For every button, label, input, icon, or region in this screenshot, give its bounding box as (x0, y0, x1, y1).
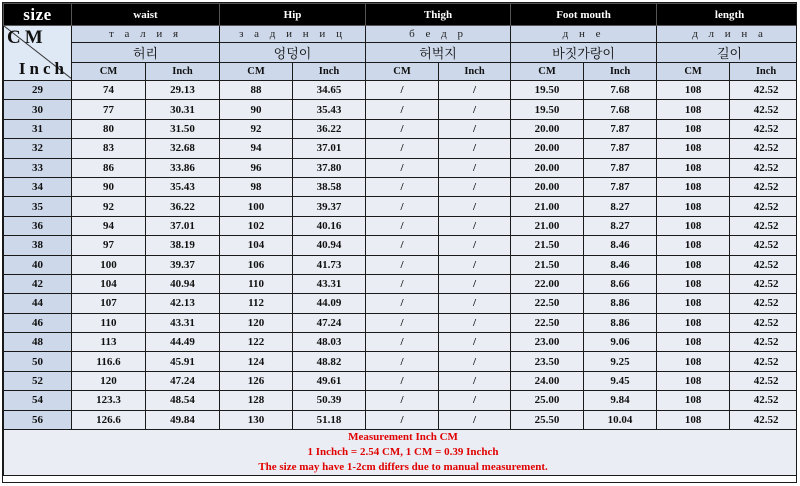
table-cell: / (439, 410, 511, 429)
table-cell: 51.18 (293, 410, 366, 429)
foot-mouth-header: Foot mouth (511, 4, 657, 26)
size-cell: 38 (4, 236, 72, 255)
table-cell: 108 (657, 216, 730, 235)
table-cell: / (366, 313, 439, 332)
size-cell: 46 (4, 313, 72, 332)
waist-russian: т а л и я (72, 26, 220, 43)
table-row (4, 410, 798, 429)
table-cell: / (366, 236, 439, 255)
table-cell: 40.94 (146, 274, 220, 293)
table-cell: 47.24 (146, 371, 220, 390)
table-cell: 48.82 (293, 352, 366, 371)
table-cell: 20.00 (511, 139, 584, 158)
table-cell: / (439, 216, 511, 235)
table-row (4, 236, 798, 255)
corner-inch-label: Inch (18, 59, 68, 78)
table-cell: 126.6 (72, 410, 146, 429)
table-cell: 35.43 (293, 100, 366, 119)
table-cell: / (439, 371, 511, 390)
table-cell: / (439, 313, 511, 332)
table-cell: 120 (220, 313, 293, 332)
table-cell: 92 (220, 119, 293, 138)
table-row (4, 391, 798, 410)
table-cell: 20.00 (511, 119, 584, 138)
table-cell: / (366, 333, 439, 352)
table-cell: / (439, 274, 511, 293)
table-cell: 108 (657, 119, 730, 138)
table-row (4, 274, 798, 293)
table-cell: 108 (657, 255, 730, 274)
table-cell: / (366, 119, 439, 138)
table-cell: 96 (220, 158, 293, 177)
size-table (3, 3, 797, 476)
table-cell: 36.22 (293, 119, 366, 138)
table-cell: 25.00 (511, 391, 584, 410)
table-cell: 21.50 (511, 236, 584, 255)
size-cell: 44 (4, 294, 72, 313)
table-cell: 39.37 (146, 255, 220, 274)
table-cell: / (366, 197, 439, 216)
thigh-header: Thigh (366, 4, 511, 26)
table-cell: 9.45 (584, 371, 657, 390)
table-cell: 98 (220, 177, 293, 196)
footer-row (4, 430, 798, 476)
table-cell: 8.46 (584, 236, 657, 255)
table-cell: 42.52 (730, 81, 797, 100)
table-cell: 102 (220, 216, 293, 235)
table-cell: 108 (657, 139, 730, 158)
table-cell: 42.52 (730, 177, 797, 196)
table-cell: / (366, 255, 439, 274)
table-cell: / (439, 197, 511, 216)
table-cell: 44.09 (293, 294, 366, 313)
table-cell: 34.65 (293, 81, 366, 100)
table-cell: 113 (72, 333, 146, 352)
table-row (4, 100, 798, 119)
table-cell: 86 (72, 158, 146, 177)
table-cell: 122 (220, 333, 293, 352)
table-cell: 94 (220, 139, 293, 158)
unit-cm: CM (657, 63, 730, 81)
table-cell: 106 (220, 255, 293, 274)
size-cell: 50 (4, 352, 72, 371)
table-cell: 42.13 (146, 294, 220, 313)
size-cell: 52 (4, 371, 72, 390)
table-cell: 9.06 (584, 333, 657, 352)
foot-mouth-korean: 바짓가랑이 (511, 43, 657, 63)
table-row (4, 371, 798, 390)
header-row (4, 4, 798, 26)
foot-mouth-russian: д н е (511, 26, 657, 43)
table-cell: 108 (657, 410, 730, 429)
table-cell: 7.87 (584, 119, 657, 138)
table-cell: 42.52 (730, 216, 797, 235)
table-cell: / (366, 158, 439, 177)
corner-cm-label: CM (7, 27, 47, 48)
table-cell: 108 (657, 333, 730, 352)
waist-korean: 허리 (72, 43, 220, 63)
table-cell: 37.01 (293, 139, 366, 158)
size-cell: 35 (4, 197, 72, 216)
table-row (4, 352, 798, 371)
table-cell: / (366, 216, 439, 235)
note-line-1: Measurement Inch CM (348, 431, 458, 444)
table-cell: 42.52 (730, 371, 797, 390)
table-cell: 8.86 (584, 294, 657, 313)
table-cell: 108 (657, 371, 730, 390)
size-cell: 40 (4, 255, 72, 274)
table-cell: 42.52 (730, 158, 797, 177)
table-row (4, 197, 798, 216)
table-cell: 47.24 (293, 313, 366, 332)
table-cell: 38.58 (293, 177, 366, 196)
table-row (4, 294, 798, 313)
unit-row (4, 63, 798, 81)
table-cell: 31.50 (146, 119, 220, 138)
size-cell: 29 (4, 81, 72, 100)
table-cell: 25.50 (511, 410, 584, 429)
table-cell: 80 (72, 119, 146, 138)
hip-header: Hip (220, 4, 366, 26)
table-cell: 108 (657, 197, 730, 216)
table-cell: / (439, 119, 511, 138)
size-header: size (4, 4, 72, 26)
table-cell: 83 (72, 139, 146, 158)
table-cell: / (439, 236, 511, 255)
unit-inch: Inch (730, 63, 797, 81)
table-cell: 23.00 (511, 333, 584, 352)
table-cell: 77 (72, 100, 146, 119)
table-row (4, 139, 798, 158)
size-cell: 56 (4, 410, 72, 429)
table-cell: 45.91 (146, 352, 220, 371)
hip-russian: з а д и н и ц (220, 26, 366, 43)
table-cell: 104 (220, 236, 293, 255)
note-line-2: 1 Inchch = 2.54 CM, 1 CM = 0.39 Inchch (307, 446, 499, 459)
table-cell: 23.50 (511, 352, 584, 371)
table-cell: 48.54 (146, 391, 220, 410)
table-cell: 24.00 (511, 371, 584, 390)
table-cell: 38.19 (146, 236, 220, 255)
size-cell: 54 (4, 391, 72, 410)
table-cell: / (366, 139, 439, 158)
table-cell: 42.52 (730, 410, 797, 429)
unit-inch: Inch (146, 63, 220, 81)
table-cell: 7.87 (584, 158, 657, 177)
table-cell: / (366, 371, 439, 390)
table-cell: / (439, 352, 511, 371)
thigh-russian: б е д р (366, 26, 511, 43)
table-cell: 36.22 (146, 197, 220, 216)
length-russian: д л и н а (657, 26, 797, 43)
length-korean: 길이 (657, 43, 797, 63)
table-cell: 108 (657, 274, 730, 293)
table-cell: 124 (220, 352, 293, 371)
russian-label-row (4, 26, 798, 43)
unit-cm: CM (511, 63, 584, 81)
table-cell: 42.52 (730, 255, 797, 274)
table-cell: 92 (72, 197, 146, 216)
table-cell: 108 (657, 391, 730, 410)
table-row (4, 255, 798, 274)
table-cell: 21.00 (511, 216, 584, 235)
size-cell: 30 (4, 100, 72, 119)
table-cell: 130 (220, 410, 293, 429)
table-cell: 116.6 (72, 352, 146, 371)
unit-inch: Inch (439, 63, 511, 81)
table-cell: 29.13 (146, 81, 220, 100)
table-cell: 8.27 (584, 216, 657, 235)
hip-korean: 엉덩이 (220, 43, 366, 63)
table-cell: / (439, 294, 511, 313)
table-cell: 123.3 (72, 391, 146, 410)
table-cell: 42.52 (730, 197, 797, 216)
length-header: length (657, 4, 797, 26)
korean-label-row (4, 43, 798, 63)
table-cell: 8.27 (584, 197, 657, 216)
table-cell: 108 (657, 313, 730, 332)
table-cell: 128 (220, 391, 293, 410)
table-cell: / (439, 177, 511, 196)
table-cell: 35.43 (146, 177, 220, 196)
table-cell: 126 (220, 371, 293, 390)
table-row (4, 216, 798, 235)
table-cell: 110 (72, 313, 146, 332)
unit-inch: Inch (584, 63, 657, 81)
table-row (4, 177, 798, 196)
size-cell: 36 (4, 216, 72, 235)
table-cell: 74 (72, 81, 146, 100)
table-row (4, 158, 798, 177)
table-cell: 9.25 (584, 352, 657, 371)
table-cell: / (366, 81, 439, 100)
table-cell: 19.50 (511, 81, 584, 100)
table-cell: 107 (72, 294, 146, 313)
table-cell: / (439, 391, 511, 410)
table-cell: 42.52 (730, 313, 797, 332)
table-cell: 48.03 (293, 333, 366, 352)
table-cell: 7.87 (584, 139, 657, 158)
table-row (4, 119, 798, 138)
size-cell: 42 (4, 274, 72, 293)
table-cell: 33.86 (146, 158, 220, 177)
table-cell: 108 (657, 294, 730, 313)
table-cell: 42.52 (730, 236, 797, 255)
size-cell: 31 (4, 119, 72, 138)
table-cell: 20.00 (511, 177, 584, 196)
table-cell: 112 (220, 294, 293, 313)
table-cell: 22.50 (511, 294, 584, 313)
size-cell: 34 (4, 177, 72, 196)
unit-cm: CM (220, 63, 293, 81)
table-cell: 42.52 (730, 294, 797, 313)
table-cell: 120 (72, 371, 146, 390)
table-cell: 8.66 (584, 274, 657, 293)
table-cell: / (366, 177, 439, 196)
table-cell: 32.68 (146, 139, 220, 158)
table-cell: 104 (72, 274, 146, 293)
unit-inch: Inch (293, 63, 366, 81)
table-cell: / (439, 255, 511, 274)
table-cell: 40.94 (293, 236, 366, 255)
table-cell: 49.84 (146, 410, 220, 429)
table-cell: 44.49 (146, 333, 220, 352)
table-row (4, 81, 798, 100)
measurement-note (4, 430, 798, 476)
table-cell: 97 (72, 236, 146, 255)
table-cell: 10.04 (584, 410, 657, 429)
table-cell: 21.50 (511, 255, 584, 274)
table-cell: 43.31 (146, 313, 220, 332)
table-cell: 108 (657, 352, 730, 371)
table-cell: / (439, 81, 511, 100)
table-cell: / (366, 391, 439, 410)
table-cell: 7.87 (584, 177, 657, 196)
table-cell: 22.00 (511, 274, 584, 293)
table-cell: 108 (657, 81, 730, 100)
table-cell: 8.86 (584, 313, 657, 332)
table-row (4, 313, 798, 332)
table-cell: 21.00 (511, 197, 584, 216)
table-cell: 39.37 (293, 197, 366, 216)
size-cell: 32 (4, 139, 72, 158)
table-cell: 110 (220, 274, 293, 293)
unit-cm: CM (72, 63, 146, 81)
table-cell: 7.68 (584, 81, 657, 100)
table-cell: 42.52 (730, 274, 797, 293)
table-cell: 42.52 (730, 352, 797, 371)
table-cell: 37.80 (293, 158, 366, 177)
table-cell: 108 (657, 177, 730, 196)
table-cell: 42.52 (730, 119, 797, 138)
table-cell: 42.52 (730, 333, 797, 352)
table-cell: / (366, 274, 439, 293)
waist-header: waist (72, 4, 220, 26)
size-cell: 33 (4, 158, 72, 177)
table-cell: 9.84 (584, 391, 657, 410)
table-cell: / (366, 410, 439, 429)
table-cell: 49.61 (293, 371, 366, 390)
table-cell: 40.16 (293, 216, 366, 235)
table-cell: / (439, 139, 511, 158)
table-cell: 30.31 (146, 100, 220, 119)
table-cell: 42.52 (730, 391, 797, 410)
table-cell: 8.46 (584, 255, 657, 274)
table-cell: 22.50 (511, 313, 584, 332)
table-cell: 108 (657, 100, 730, 119)
note-line-3: The size may have 1-2cm differs due to manual measurement. (258, 461, 548, 474)
table-cell: 37.01 (146, 216, 220, 235)
table-cell: / (366, 294, 439, 313)
table-cell: / (439, 333, 511, 352)
table-cell: 94 (72, 216, 146, 235)
table-cell: / (439, 100, 511, 119)
table-cell: 42.52 (730, 139, 797, 158)
size-chart (2, 2, 797, 483)
table-cell: 42.52 (730, 100, 797, 119)
unit-cm: CM (366, 63, 439, 81)
table-cell: 100 (220, 197, 293, 216)
table-cell: 7.68 (584, 100, 657, 119)
table-cell: 108 (657, 236, 730, 255)
table-cell: 20.00 (511, 158, 584, 177)
table-cell: 108 (657, 158, 730, 177)
table-cell: / (439, 158, 511, 177)
table-cell: 88 (220, 81, 293, 100)
table-cell: 100 (72, 255, 146, 274)
table-cell: / (366, 100, 439, 119)
size-cell: 48 (4, 333, 72, 352)
table-cell: 41.73 (293, 255, 366, 274)
table-cell: 90 (72, 177, 146, 196)
table-cell: 90 (220, 100, 293, 119)
table-row (4, 333, 798, 352)
unit-corner-cell (4, 26, 72, 81)
thigh-korean: 허벅지 (366, 43, 511, 63)
table-cell: 50.39 (293, 391, 366, 410)
table-cell: 19.50 (511, 100, 584, 119)
table-cell: / (366, 352, 439, 371)
table-cell: 43.31 (293, 274, 366, 293)
